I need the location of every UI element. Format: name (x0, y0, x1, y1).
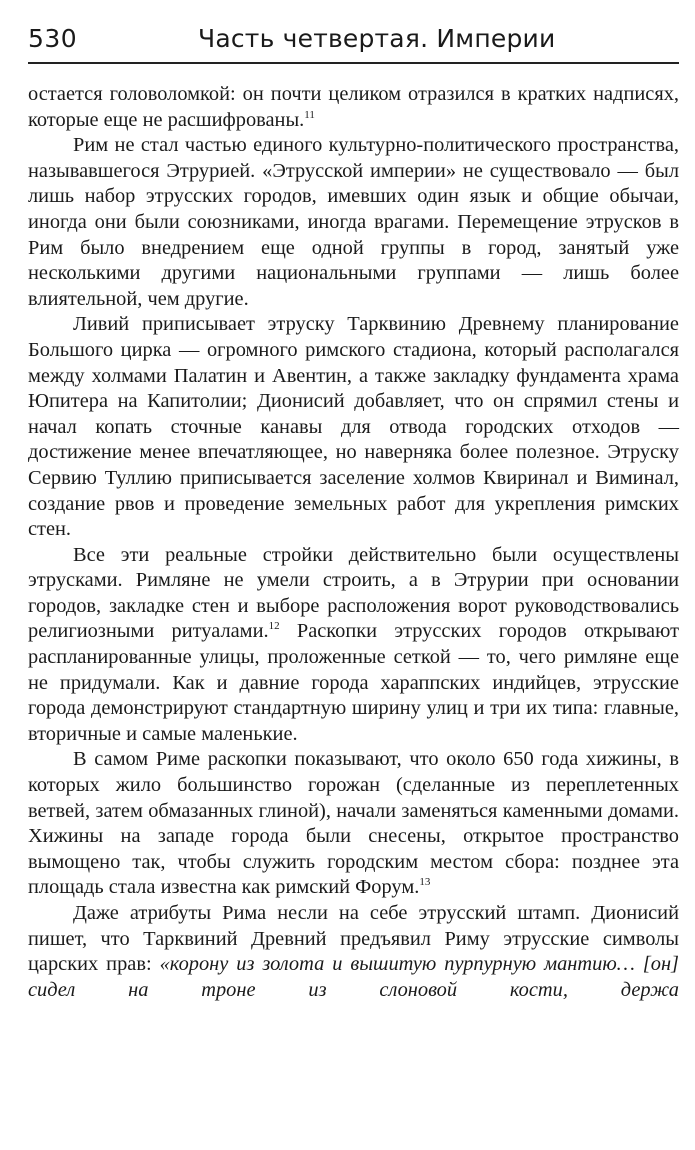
paragraph-text: Все эти реальные стройки действительно были осуществлены этрусками. Римляне не умели строить, а в Этрурии при основании городов, закладке стен и выборе расположения ворот руководствовались религиозными ритуалами. (28, 543, 679, 643)
footnote-ref: 13 (419, 876, 431, 889)
paragraph-text: В самом Риме раскопки показывают, что около 650 года хижины, в которых жило большинство горожан (сделанные из переплетенных ветвей, затем обмазанных глиной), начали заменяться каменными домами. Хижины на западе города были снесены, открытое пространство вымощено так, чтобы служить городским местом сбора: позднее эта площадь стала известна как римский Форум. (28, 748, 679, 899)
paragraph-text: Ливий приписывает этруску Тарквинию Древнему планирование Большого цирка — огромного римского стадиона, который располагался между холмами Палатин и Авентин, а также закладку фундамента храма Юпитера на Капитолии; Дионисий добавляет, что он спрямил стены и начал копать сточные канавы для отвода городских отходов — достижение менее впечатляющее, но наверняка более полезное. Этруску Сервию Туллию приписывается заселение холмов Квиринал и Виминал, создание рвов и проведение земельных работ для укрепления римских стен. (28, 313, 679, 541)
body-text (28, 82, 679, 1003)
quotation: «корону из золота и вышитую пурпурную мантию… [он] сидел на троне из слоновой кости, держа (28, 953, 679, 1001)
paragraph (28, 901, 679, 1003)
paragraph-text: остается головоломкой: он почти целиком отразился в кратких надписях, которые еще не расшифрованы. (28, 83, 679, 131)
paragraph-text: Рим не стал частью единого культурно-политического пространства, называвшегося Этрурией. «Этрусской империи» не существовало — был лишь набор этрусских городов, имевших один язык и общие обычаи, иногда они были союзниками, иногда врагами. Перемещение этрусков в Рим было внедрением еще одной группы в город, занятый уже несколькими другими национальными группами — лишь более влиятельной, чем другие. (28, 134, 679, 310)
paragraph (28, 82, 679, 133)
running-title: Часть четвертая. Империи (198, 24, 556, 53)
paragraph (28, 312, 679, 542)
footnote-ref: 11 (304, 108, 315, 121)
footnote-ref: 12 (268, 620, 280, 633)
paragraph (28, 543, 679, 748)
paragraph (28, 133, 679, 312)
page-header (28, 24, 679, 64)
page-number: 530 (28, 24, 78, 53)
paragraph (28, 747, 679, 901)
paragraph-text-continued: Раскопки этрусских городов открывают распланированные улицы, проложенные сеткой — то, чего римляне еще не придумали. Как и давние города хараппских индийцев, этрусские города демонстрируют стандартную ширину улиц и три их типа: главные, вторичные и самые маленькие. (28, 620, 679, 745)
paragraph-text: Даже атрибуты Рима несли на себе этрусский штамп. Дионисий пишет, что Тарквиний Древний предъявил Риму этрусские символы царских прав: (28, 902, 679, 976)
